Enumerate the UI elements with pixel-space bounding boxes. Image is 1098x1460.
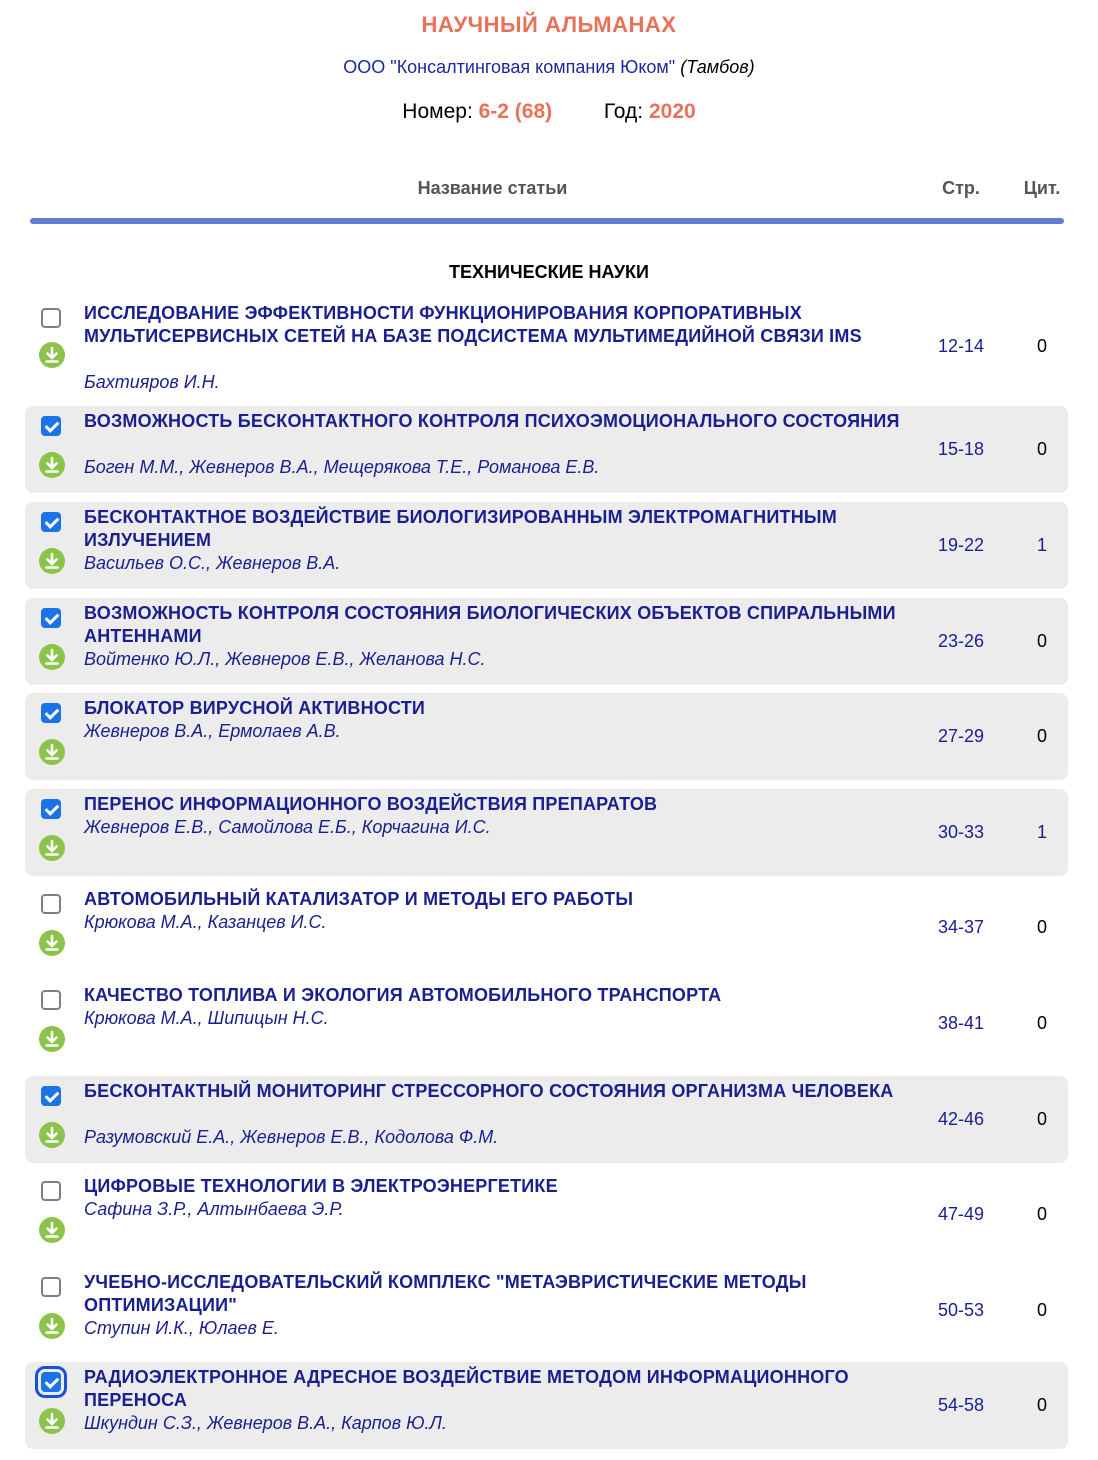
article-title-link[interactable]: ВОЗМОЖНОСТЬ БЕСКОНТАКТНОГО КОНТРОЛЯ ПСИХОЭМОЦИОНАЛЬНОГО СОСТОЯНИЯ — [84, 411, 900, 431]
article-authors[interactable]: Боген М.М., Жевнеров В.А., Мещерякова Т.Е., Романова Е.В. — [84, 457, 600, 477]
article-citations: 0 — [1036, 1394, 1047, 1415]
article-row — [25, 502, 1068, 589]
article-row — [25, 406, 1068, 493]
journal-title[interactable]: НАУЧНЫЙ АЛЬМАНАХ — [421, 12, 677, 37]
download-icon[interactable] — [39, 930, 65, 956]
article-pages: 23-26 — [937, 630, 985, 651]
article-title-link[interactable]: БЕСКОНТАКТНОЕ ВОЗДЕЙСТВИЕ БИОЛОГИЗИРОВАННЫМ ЭЛЕКТРОМАГНИТНЫМ ИЗЛУЧЕНИЕМ — [84, 507, 837, 550]
article-pages: 54-58 — [937, 1394, 985, 1415]
article-checkbox[interactable] — [41, 1181, 61, 1201]
column-header-title: Название статьи — [417, 178, 568, 198]
article-row — [25, 789, 1068, 876]
issue-number[interactable]: 6-2 (68) — [478, 100, 553, 123]
column-header-pages: Стр. — [942, 178, 980, 198]
article-pages: 47-49 — [937, 1203, 985, 1224]
article-pages: 34-37 — [937, 916, 985, 937]
article-title-link[interactable]: РАДИОЭЛЕКТРОННОЕ АДРЕСНОЕ ВОЗДЕЙСТВИЕ МЕТОДОМ ИНФОРМАЦИОННОГО ПЕРЕНОСА — [84, 1367, 849, 1410]
download-icon[interactable] — [39, 342, 65, 368]
article-pages: 30-33 — [937, 821, 985, 842]
download-icon[interactable] — [39, 548, 65, 574]
download-icon[interactable] — [39, 1217, 65, 1243]
article-checkbox[interactable] — [41, 1372, 61, 1392]
article-pages: 15-18 — [937, 438, 985, 459]
article-citations: 0 — [1036, 1299, 1047, 1320]
section-title: ТЕХНИЧЕСКИЕ НАУКИ — [449, 262, 649, 282]
article-row — [25, 1171, 1068, 1258]
article-row — [25, 298, 1068, 396]
article-authors[interactable]: Жевнеров Е.В., Самойлова Е.Б., Корчагина И.С. — [84, 817, 491, 837]
article-authors[interactable]: Войтенко Ю.Л., Жевнеров Е.В., Желанова Н.С. — [84, 649, 486, 669]
publisher-city: (Тамбов) — [680, 57, 755, 77]
download-icon[interactable] — [39, 452, 65, 478]
article-row — [25, 1267, 1068, 1354]
article-citations: 0 — [1036, 630, 1047, 651]
download-icon[interactable] — [39, 1026, 65, 1052]
article-checkbox[interactable] — [41, 799, 61, 819]
article-pages: 50-53 — [937, 1299, 985, 1320]
article-title-link[interactable]: ЦИФРОВЫЕ ТЕХНОЛОГИИ В ЭЛЕКТРОЭНЕРГЕТИКЕ — [84, 1176, 558, 1196]
article-citations: 0 — [1036, 336, 1047, 356]
download-icon[interactable] — [39, 1122, 65, 1148]
year-label: Год: — [603, 100, 644, 123]
article-authors[interactable]: Шкундин С.З., Жевнеров В.А., Карпов Ю.Л. — [84, 1413, 447, 1433]
download-icon[interactable] — [39, 739, 65, 765]
article-pages: 38-41 — [937, 1012, 985, 1033]
article-authors[interactable]: Жевнеров В.А., Ермолаев А.В. — [84, 721, 341, 741]
article-authors[interactable]: Бахтияров И.Н. — [84, 372, 220, 392]
header-divider — [30, 218, 1064, 224]
article-checkbox[interactable] — [41, 608, 61, 628]
article-checkbox[interactable] — [41, 990, 61, 1010]
article-row — [25, 1362, 1068, 1449]
article-checkbox[interactable] — [41, 512, 61, 532]
article-checkbox[interactable] — [41, 1086, 61, 1106]
article-title-link[interactable]: УЧЕБНО-ИССЛЕДОВАТЕЛЬСКИЙ КОМПЛЕКС "МЕТАЭВРИСТИЧЕСКИЕ МЕТОДЫ ОПТИМИЗАЦИИ" — [84, 1272, 807, 1315]
article-authors[interactable]: Сафина З.Р., Алтынбаева Э.Р. — [84, 1199, 344, 1219]
article-citations: 0 — [1036, 725, 1047, 746]
article-title-link[interactable]: ПЕРЕНОС ИНФОРМАЦИОННОГО ВОЗДЕЙСТВИЯ ПРЕПАРАТОВ — [84, 794, 658, 814]
download-icon[interactable] — [39, 644, 65, 670]
article-title-link[interactable]: БЕСКОНТАКТНЫЙ МОНИТОРИНГ СТРЕССОРНОГО СОСТОЯНИЯ ОРГАНИЗМА ЧЕЛОВЕКА — [84, 1081, 894, 1101]
article-pages: 42-46 — [937, 1108, 985, 1129]
issue-label: Номер: — [402, 100, 473, 123]
article-checkbox[interactable] — [41, 308, 61, 328]
publisher-line — [0, 57, 1098, 78]
article-row — [25, 693, 1068, 780]
column-header-citations: Цит. — [1023, 178, 1061, 198]
article-checkbox[interactable] — [41, 703, 61, 723]
article-citations: 0 — [1036, 916, 1047, 937]
year-value: 2020 — [648, 100, 696, 123]
article-title-link[interactable]: КАЧЕСТВО ТОПЛИВА И ЭКОЛОГИЯ АВТОМОБИЛЬНОГО ТРАНСПОРТА — [84, 985, 722, 1005]
article-title-link[interactable]: БЛОКАТОР ВИРУСНОЙ АКТИВНОСТИ — [84, 698, 426, 718]
article-pages: 19-22 — [937, 534, 985, 555]
article-pages: 27-29 — [937, 725, 985, 746]
article-authors[interactable]: Разумовский Е.А., Жевнеров Е.В., Кодолова Ф.М. — [84, 1127, 499, 1147]
article-title-link[interactable]: АВТОМОБИЛЬНЫЙ КАТАЛИЗАТОР И МЕТОДЫ ЕГО РАБОТЫ — [84, 889, 634, 909]
download-icon[interactable] — [39, 1313, 65, 1339]
article-citations: 0 — [1036, 1012, 1047, 1033]
article-title-link[interactable]: ИССЛЕДОВАНИЕ ЭФФЕКТИВНОСТИ ФУНКЦИОНИРОВАНИЯ КОРПОРАТИВНЫХ МУЛЬТИСЕРВИСНЫХ СЕТЕЙ НА БАЗЕ ПОДСИСТЕМА МУЛЬТИМЕДИЙНОЙ СВЯЗИ IMS — [84, 303, 862, 346]
download-icon[interactable] — [39, 1408, 65, 1434]
article-authors[interactable]: Ступин И.К., Юлаев Е. — [84, 1318, 279, 1338]
article-checkbox[interactable] — [41, 1277, 61, 1297]
article-authors[interactable]: Васильев О.С., Жевнеров В.А. — [84, 553, 341, 573]
article-citations: 0 — [1036, 438, 1047, 459]
download-icon[interactable] — [39, 835, 65, 861]
article-row — [25, 884, 1068, 971]
article-authors[interactable]: Крюкова М.А., Казанцев И.С. — [84, 912, 327, 932]
article-citations[interactable]: 1 — [1036, 821, 1047, 842]
article-citations: 0 — [1036, 1108, 1047, 1129]
article-authors[interactable]: Крюкова М.А., Шипицын Н.С. — [84, 1008, 329, 1028]
article-row — [25, 598, 1068, 685]
article-citations: 0 — [1036, 1203, 1047, 1224]
article-row — [25, 1076, 1068, 1163]
article-row — [25, 980, 1068, 1067]
article-checkbox[interactable] — [41, 416, 61, 436]
article-title-link[interactable]: ВОЗМОЖНОСТЬ КОНТРОЛЯ СОСТОЯНИЯ БИОЛОГИЧЕСКИХ ОБЪЕКТОВ СПИРАЛЬНЫМИ АНТЕННАМИ — [84, 603, 896, 646]
article-checkbox[interactable] — [41, 894, 61, 914]
article-citations[interactable]: 1 — [1036, 534, 1047, 555]
article-pages: 12-14 — [937, 336, 985, 356]
issue-line — [0, 100, 1098, 124]
publisher-name[interactable]: ООО "Консалтинговая компания Юком" — [343, 57, 676, 77]
